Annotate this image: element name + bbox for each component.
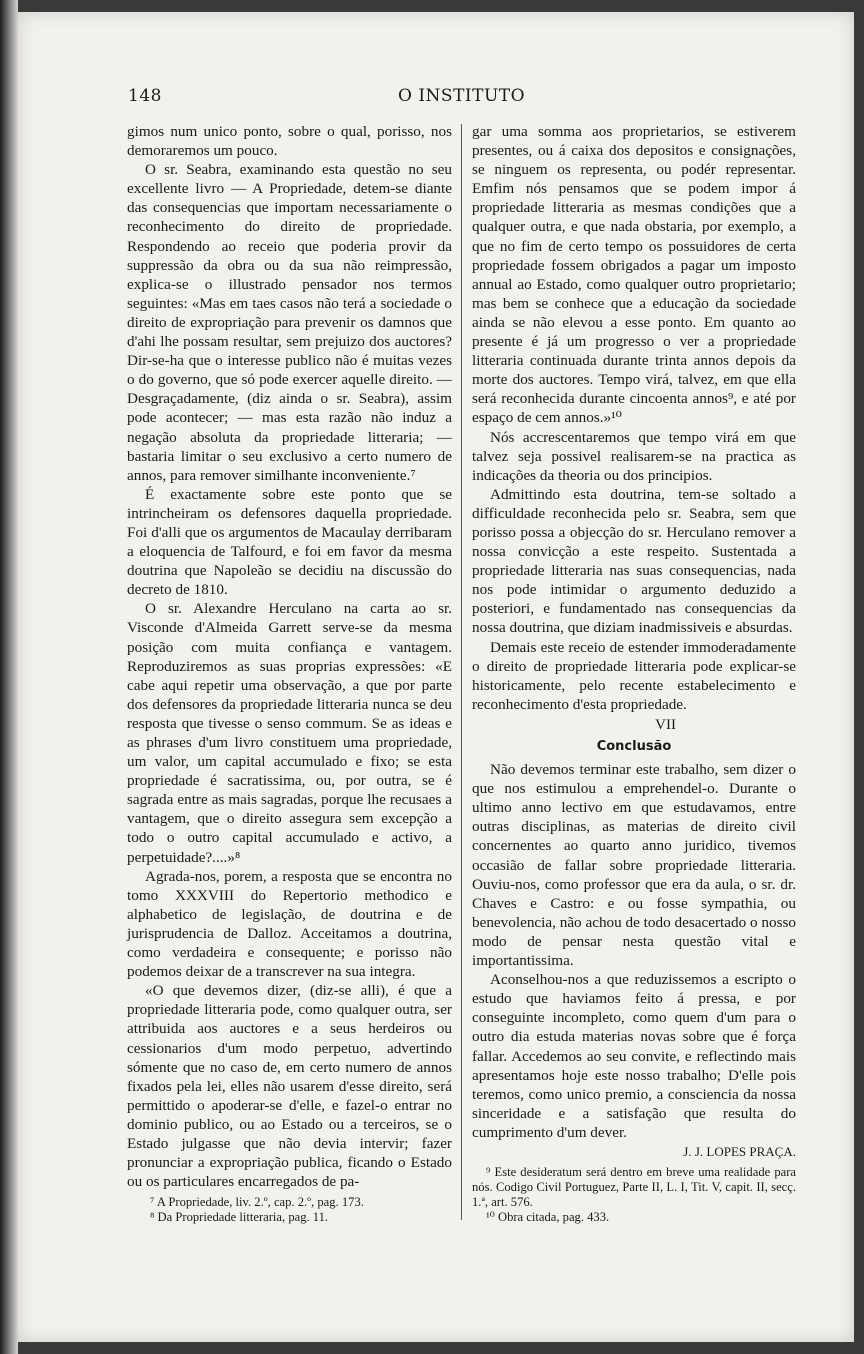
signature-line <box>472 1142 796 1161</box>
footnote: ⁹ Este desideratum será dentro em breve uma realidade para nós. Codigo Civil Portuguez, Parte II, L. I, Tit. V, capit. II, secç. 1.ª, art. 576. <box>472 1165 796 1209</box>
running-title: O INSTITUTO <box>398 86 526 106</box>
footnote: ⁸ Da Propriedade litteraria, pag. 11. <box>150 1210 329 1224</box>
paragraph: gimos num unico ponto, sobre o qual, porisso, nos demoraremos um pouco. <box>127 123 452 160</box>
left-column <box>127 122 452 1191</box>
footnotes-left <box>150 1195 450 1225</box>
footnote: ¹⁰ Obra citada, pag. 433. <box>486 1210 610 1224</box>
footnotes-right <box>472 1165 796 1225</box>
page-number: 148 <box>128 86 162 106</box>
paragraph: «O que devemos dizer, (diz-se alli), é que a propriedade litteraria pode, como qualquer outra, ser attribuida aos auctores e a seus herdeiros ou cessionarios d'um modo perpetuo, advertindo sómente que no caso de, em certo numero de annos fixados pela lei, elles não usarem d'esse direito, será permittido o apoderar-se d'elle, e fazel-o entrar no dominio publico, ou ao Estado ou a terceiros, se o Estado julgasse que não devia intervir; fazer pronunciar a expropriação publica, ficando o Estado ou os particulares encarregados de pa- <box>127 982 452 1191</box>
footnote: ⁷ A Propriedade, liv. 2.º, cap. 2.º, pag. 173. <box>150 1195 364 1209</box>
section-number: VII <box>655 716 676 733</box>
column-divider <box>461 124 462 1220</box>
paragraph: Aconselhou-nos a que reduzissemos a escripto o estudo que haviamos feito á pressa, e por conseguinte incompleto, como quem d'um para o outro dia estuda materias novas sobre que é força fallar. Accedemos ao seu convite, e reflectindo mais apresentamos hoje este nosso trabalho; D'elle pois teremos, como unico premio, a consciencia da nossa sinceridade e a satisfação que resulta do cumprimento d'um dever. <box>472 971 796 1141</box>
paragraph: É exactamente sobre este ponto que se intrincheiram os defensores daquella propriedade. Foi d'alli que os argumentos de Macaulay derribaram a eloquencia de Talfourd, e foi em favor da mesma doutrina que Napoleão se decidiu na discussão do decreto de 1810. <box>127 485 452 599</box>
paragraph: Não devemos terminar este trabalho, sem dizer o que nos estimulou a emprehendel-o. Durante o ultimo anno lectivo em que estudavamos, entre outras disciplinas, as materias de direito civil concernentes ao quarto anno juridico, tivemos occasião de fallar sobre propriedade litteraria. Ouviu-nos, como professor que era da aula, o sr. dr. Chaves e Castro: e ou fosse sympathia, ou benevolencia, não achou de todo desacertado o nosso modo de pensar nesta questão vital e importantissima. <box>472 761 796 970</box>
paragraph: Admittindo esta doutrina, tem-se soltado a difficuldade reconhecida pelo sr. Seabra, sem que porisso possa a objecção do sr. Herculano remover a nossa convicção a este respeito. Sustentada a propriedade litteraria nas suas consequencias, nada nos pode intimidar o argumento deduzido a posteriori, e fundamentado nas consequencias da nossa doutrina, que diziam inadmissiveis e absurdas. <box>472 485 796 637</box>
paragraph: gar uma somma aos proprietarios, se estiverem presentes, ou á caixa dos depositos e consignações, se ninguem os representa, ou podér representar. Emfim nós pensamos que se podem impor á propriedade litteraria as mesmas condições que a qualquer outra, e que nada obstaria, por exemplo, a que no fim de certo tempo os possuidores de certa propriedade fossem obrigados a pagar um imposto annual ao Estado, como qualquer outro proprietario; mas bem se conhece que a educação da sociedade ainda se não elevou a esse ponto. Em quanto ao presente é já um progresso o ver a propriedade litteraria continuada durante trinta annos depois da morte dos auctores. Tempo virá, talvez, em que ella será reconhecida durante cincoenta annos⁹, e até por espaço de cem annos.»¹⁰ <box>472 123 796 427</box>
section-title: Conclusão <box>596 739 672 754</box>
right-column <box>472 122 796 1157</box>
paragraph: Nós accrescentaremos que tempo virá em que talvez seja possivel realisarem-se na practica as indicações da theoria ou dos principios. <box>472 428 796 484</box>
author-signature: J. J. LOPES PRAÇA. <box>683 1143 796 1159</box>
paragraph: O sr. Alexandre Herculano na carta ao sr. Visconde d'Almeida Garrett serve-se da mesma posição com muita confiança e vantagem. Reproduziremos as suas proprias expressões: «E cabe aqui repetir uma observação, a que por parte dos defensores da propriedade litteraria nunca se deu resposta que tivesse o senso commum. Se as ideas e as phrases d'um livro constituem uma propriedade, um valor, um capital accumulado e fixo; se esta propriedade é sacratissima, ou, por outra, se é sagrada entre as mais sagradas, porque lhe recusaes a vantagem, que o direito assegura sem excepção a todo o outro capital accumulado e activo, a perpetuidade?....»⁸ <box>127 600 452 866</box>
paragraph: O sr. Seabra, examinando esta questão no seu excellente livro — A Propriedade, detem-se diante das consequencias que importam necessariamente o reconhecimento do direito de propriedade. Respondendo ao receio que poderia provir da suppressão da obra ou da sua não reimpressão, explica-se o illustrado pensador nos termos seguintes: «Mas em taes casos não terá a sociedade o direito de expropriação para prevenir os damnos que d'ahi lhe possam resultar, sem prejuizo dos auctores? Dir-se-ha que o interesse publico não é muitas vezes o do governo, que só pode exercer aquelle direito. — Desgraçadamente, (diz ainda o sr. Seabra), assim pode acontecer; — mas esta razão não induz a negação absoluta da propriedade litteraria; — bastaria limitar o seu exclusivo a certo numero de annos, para remover similhante inconveniente.⁷ <box>127 161 452 484</box>
paragraph: Agrada-nos, porem, a resposta que se encontra no tomo XXXVIII do Repertorio methodico e alphabetico de legislação, de doutrina e de jurisprudencia de Dalloz. Acceitamos a doutrina, como verdadeira e consequente; e porisso não podemos deixar de a transcrever na sua integra. <box>127 867 452 981</box>
book-spine-edge <box>0 0 18 1354</box>
paragraph: Demais este receio de estender immoderadamente o direito de propriedade litteraria pode explicar-se historicamente, pelo recente estabelecimento e reconhecimento d'esta propriedade. <box>472 638 796 713</box>
